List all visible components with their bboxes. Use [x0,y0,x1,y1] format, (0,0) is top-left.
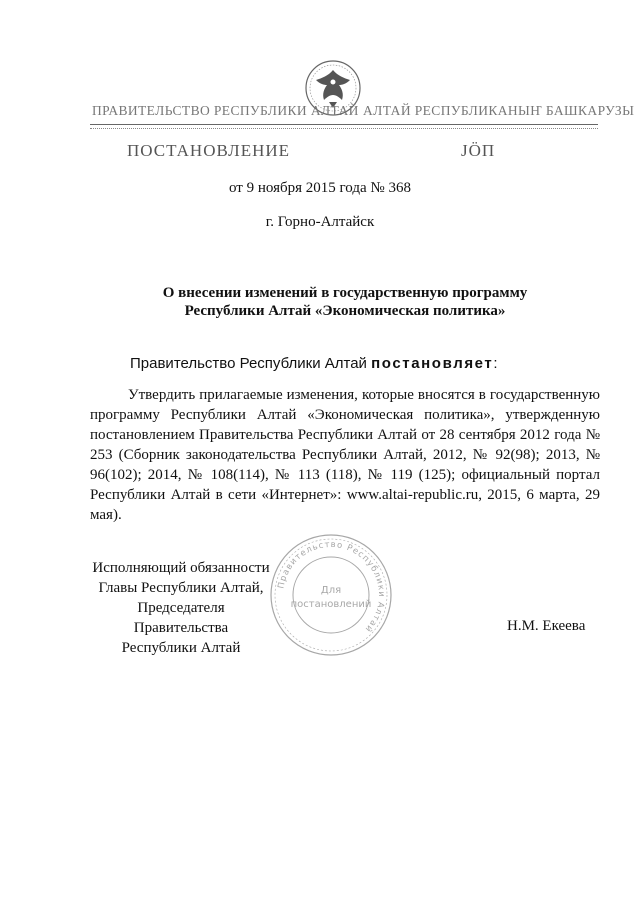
round-seal-icon [268,532,394,658]
header-divider-dotted [90,128,598,129]
signature-position-line2: Главы Республики Алтай, [98,580,264,596]
document-title [90,284,600,320]
resolution-action: постановляет [371,355,494,372]
seal-center-text1: Для [320,585,342,596]
seal-center-text2: постановлений [290,599,372,610]
signer-name: Н.М. Екеева [507,618,586,634]
seal-ring-text: Правительство Республики Алтай [276,539,387,635]
document-title-line1: О внесении изменений в государственную программу [162,285,528,301]
resolution-body [90,385,600,525]
document-type-ru: ПОСТАНОВЛЕНИЕ [127,141,291,160]
header-divider [90,124,598,125]
authority-name-alt: АЛТАЙ РЕСПУБЛИКАНЫҤ БАШКАРУЗЫ [363,103,635,118]
signature-position-line1: Исполняющий обязанности [92,560,270,576]
resolution-intro-suffix: : [493,355,498,372]
document-date-number: от 9 ноября 2015 года № 368 [229,180,411,196]
resolution-body-text: Утвердить прилагаемые изменения, которые вносятся в государственную программу Республики Алтай «Экономическая политика», утвержденную постановлением Правительства Республики Алтай от 28 сентября 2012 года № 253 (Сборник законодательства Республики Алтай, 2012, № 92(98); 2013, № 96(102); 2014, № 108(114), № 113 (118), № 119 (125); официальный портал Республики Алтай в сети «Интернет»: www.altai-republic.ru, 2015, 6 марта, 29 мая). [90,387,600,523]
signature-position [90,558,272,658]
resolution-intro [130,355,498,372]
signature-position-line4: Республики Алтай [121,640,241,656]
signature-position-line3: Председателя Правительства [133,600,229,636]
authority-name-ru: ПРАВИТЕЛЬСТВО РЕСПУБЛИКИ АЛТАЙ [92,103,359,118]
document-title-line2: Республики Алтай «Экономическая политика» [184,303,506,319]
document-city: г. Горно-Алтайск [265,214,375,230]
document-type-alt: ЈӦП [461,141,496,160]
resolution-intro-prefix: Правительство Республики Алтай [130,355,372,372]
